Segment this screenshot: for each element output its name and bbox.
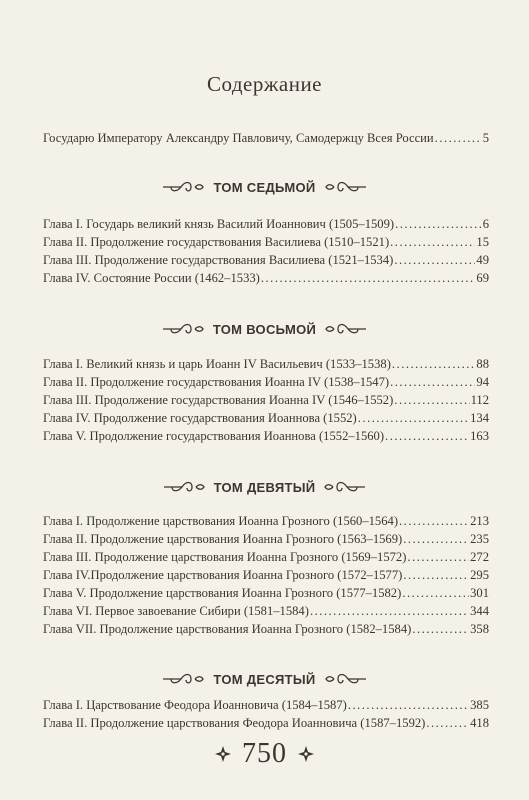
entry-title: Глава III. Продолжение царствования Иоанна Грозного (1569–1572) xyxy=(43,550,407,564)
entry-page: 235 xyxy=(470,532,489,546)
entry-title: Глава V. Продолжение царствования Иоанна Грозного (1577–1582) xyxy=(43,586,402,600)
toc-entry xyxy=(43,392,489,408)
section-heading-vol8 xyxy=(0,318,529,340)
entry-page: 213 xyxy=(470,514,489,528)
page-title: Содержание xyxy=(206,72,323,96)
toc-entry xyxy=(43,374,489,390)
toc-entry xyxy=(43,428,489,444)
entry-page: 163 xyxy=(470,429,489,443)
toc-entry xyxy=(43,585,489,601)
dot-leader xyxy=(348,697,469,713)
dot-leader xyxy=(395,216,482,232)
entry-page: 88 xyxy=(476,357,489,371)
entry-title: Глава IV.Продолжение царствования Иоанна Грозного (1572–1577) xyxy=(43,568,403,582)
toc-entry xyxy=(43,549,489,565)
dot-leader xyxy=(403,567,469,583)
dot-leader xyxy=(310,603,469,619)
section-label: ТОМ ДЕВЯТЫЙ xyxy=(213,479,316,495)
ornament-star-icon xyxy=(297,745,315,763)
dot-leader xyxy=(390,374,475,390)
dot-leader xyxy=(399,513,469,529)
dot-leader xyxy=(385,428,469,444)
entry-page: 112 xyxy=(470,393,489,407)
toc-entry xyxy=(43,356,489,372)
entry-page: 69 xyxy=(476,271,489,285)
toc-entry xyxy=(43,697,489,713)
ornament-right-icon xyxy=(324,178,368,196)
dedication-entry xyxy=(43,130,489,146)
toc-entry xyxy=(43,567,489,583)
ornament-left-icon xyxy=(161,670,205,688)
entry-title: Глава V. Продолжение государствования Иоаннова (1552–1560) xyxy=(43,429,385,443)
toc-entry xyxy=(43,513,489,529)
entry-title: Глава II. Продолжение царствования Иоанна Грозного (1563–1569) xyxy=(43,532,403,546)
entry-page: 358 xyxy=(470,622,489,636)
dot-leader xyxy=(394,392,469,408)
entry-page: 272 xyxy=(470,550,489,564)
dot-leader xyxy=(402,585,469,601)
dot-leader xyxy=(392,356,476,372)
ornament-left-icon xyxy=(161,178,205,196)
dot-leader xyxy=(426,715,469,731)
entry-title: Глава II. Продолжение государствования Василиева (1510–1521) xyxy=(43,235,390,249)
entry-title: Глава I. Государь великий князь Василий Иоаннович (1505–1509) xyxy=(43,217,395,231)
dot-leader xyxy=(403,531,469,547)
toc-entry xyxy=(43,234,489,250)
ornament-right-icon xyxy=(324,670,368,688)
entry-page: 6 xyxy=(482,217,489,231)
entry-title: Глава VII. Продолжение царствования Иоанна Грозного (1582–1584) xyxy=(43,622,412,636)
entry-page: 344 xyxy=(470,604,489,618)
entry-page: 49 xyxy=(476,253,489,267)
page-number-value: 750 xyxy=(242,738,287,769)
section-heading-vol7 xyxy=(0,176,529,198)
dot-leader xyxy=(261,270,476,286)
entry-title: Глава II. Продолжение царствования Феодора Иоанновича (1587–1592) xyxy=(43,716,426,730)
dot-leader xyxy=(358,410,469,426)
toc-entry xyxy=(43,216,489,232)
dot-leader xyxy=(390,234,475,250)
dot-leader xyxy=(407,549,469,565)
toc-entry xyxy=(43,531,489,547)
toc-entry xyxy=(43,715,489,731)
section-heading-vol10 xyxy=(0,668,529,690)
ornament-star-icon xyxy=(214,745,232,763)
section-heading-vol9 xyxy=(0,476,529,498)
entry-page: 94 xyxy=(476,375,489,389)
ornament-right-icon xyxy=(323,478,367,496)
entry-page: 134 xyxy=(470,411,489,425)
toc-entry xyxy=(43,410,489,426)
entry-title: Глава IV. Состояние России (1462–1533) xyxy=(43,271,260,285)
entry-title: Государю Императору Александру Павловичу, Самодержцу Всея России xyxy=(43,131,434,145)
toc-entry xyxy=(43,603,489,619)
section-label: ТОМ СЕДЬМОЙ xyxy=(213,179,316,195)
section-label: ТОМ ВОСЬМОЙ xyxy=(212,321,317,337)
entry-title: Глава I. Великий князь и царь Иоанн IV Васильевич (1533–1538) xyxy=(43,357,391,371)
entry-page: 15 xyxy=(476,235,489,249)
section-label: ТОМ ДЕСЯТЫЙ xyxy=(213,671,316,687)
entry-title: Глава I. Царствование Феодора Иоанновича (1584–1587) xyxy=(43,698,347,712)
page-number xyxy=(0,736,529,772)
entry-page: 301 xyxy=(470,586,489,600)
ornament-left-icon xyxy=(162,478,206,496)
entry-title: Глава IV. Продолжение государствования Иоаннова (1552) xyxy=(43,411,357,425)
dot-leader xyxy=(394,252,475,268)
entry-title: Глава III. Продолжение государствования Иоанна IV (1546–1552) xyxy=(43,393,394,407)
toc-entry xyxy=(43,270,489,286)
dot-leader xyxy=(435,130,482,146)
entry-page: 295 xyxy=(470,568,489,582)
entry-title: Глава II. Продолжение государствования Иоанна IV (1538–1547) xyxy=(43,375,390,389)
dot-leader xyxy=(412,621,469,637)
entry-page: 385 xyxy=(470,698,489,712)
entry-title: Глава III. Продолжение государствования Василиева (1521–1534) xyxy=(43,253,394,267)
ornament-right-icon xyxy=(324,320,368,338)
entry-title: Глава VI. Первое завоевание Сибири (1581–1584) xyxy=(43,604,309,618)
toc-entry xyxy=(43,252,489,268)
entry-page: 5 xyxy=(482,131,489,145)
entry-page: 418 xyxy=(470,716,489,730)
ornament-left-icon xyxy=(161,320,205,338)
toc-entry xyxy=(43,621,489,637)
entry-title: Глава I. Продолжение царствования Иоанна Грозного (1560–1564) xyxy=(43,514,399,528)
